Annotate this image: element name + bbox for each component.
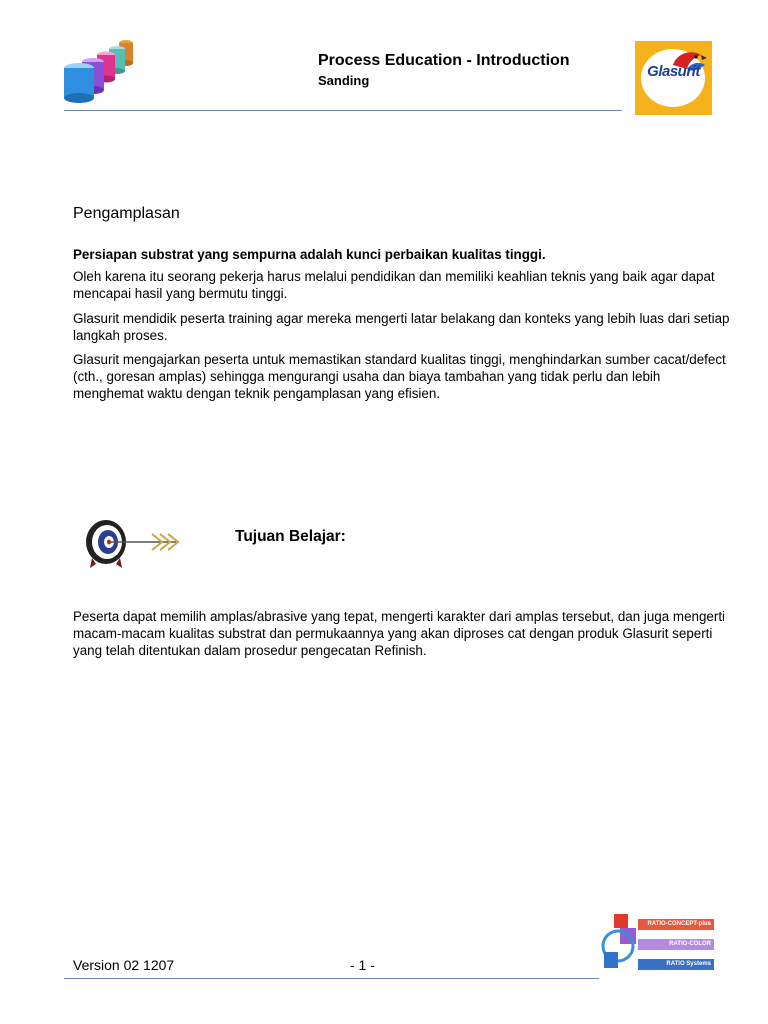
header-subtitle: Sanding — [318, 73, 370, 88]
lead-sentence: Persiapan substrat yang sempurna adalah kunci perbaikan kualitas tinggi. — [73, 247, 546, 262]
ratio-cubes-icon — [600, 912, 640, 972]
header-divider — [64, 110, 622, 111]
logo-text: Glasurit — [647, 63, 700, 80]
version-label: Version 02 1207 — [73, 957, 175, 973]
paint-cans-graphic — [62, 35, 142, 105]
ratio-concept-bar: RATIO-CONCEPT-plus — [638, 919, 714, 930]
ratio-systems-graphic — [600, 912, 715, 972]
ratio-systems-bar: RATIO Systems — [638, 959, 714, 970]
section-title: Pengamplasan — [73, 205, 180, 222]
glasurit-logo — [635, 41, 712, 115]
page-number: - 1 - — [350, 957, 375, 973]
objective-title: Tujuan Belajar: — [235, 528, 346, 545]
paragraph-3: Glasurit mengajarkan peserta untuk memastikan standard kualitas tinggi, menghindarkan sumber cacat/defect (cth., goresan amplas) sehingga mengurangi usaha dan biaya tambahan yang tidak perlu dan lebih menghemat waktu dengan teknik pengamplasan yang efisien. — [73, 352, 726, 401]
header-title: Process Education - Introduction — [318, 52, 570, 69]
objective-text: Peserta dapat memilih amplas/abrasive yang tepat, mengerti karakter dari amplas tersebut, dan juga mengerti macam-macam kualitas substrat dan permukaannya yang akan diproses cat dengan produk Glasurit seperti yang telah ditentukan dalam prosedur pengecatan Refinish. — [73, 609, 726, 658]
paragraph-2: Glasurit mendidik peserta training agar mereka mengerti latar belakang dan konteks yang lebih luas dari setiap langkah proses. — [73, 311, 730, 343]
footer-divider — [64, 978, 599, 979]
target-arrow-icon — [80, 512, 185, 572]
ratio-color-bar: RATIO-COLOR — [638, 939, 714, 950]
paragraph-1: Oleh karena itu seorang pekerja harus melalui pendidikan dan memiliki keahlian teknis yang baik agar dapat mencapai hasil yang bermutu tinggi. — [73, 269, 715, 301]
